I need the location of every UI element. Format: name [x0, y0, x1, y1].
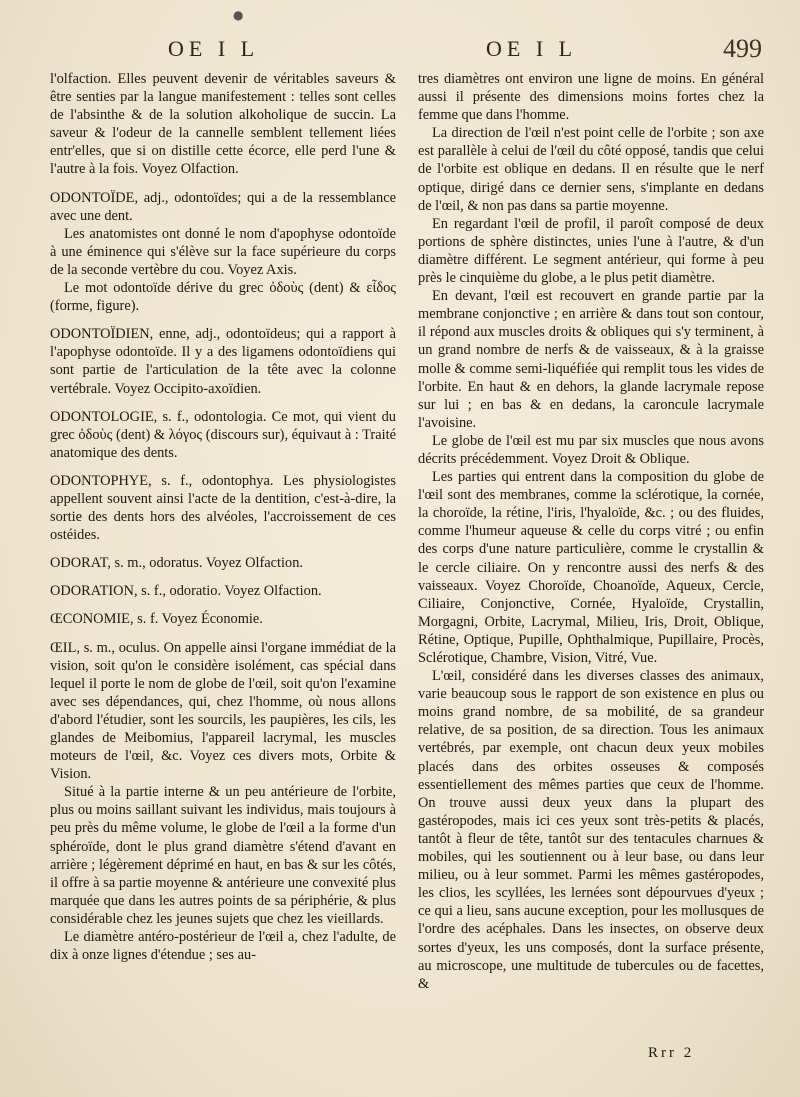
left-column: [50, 70, 396, 964]
entry-odontophye: ODONTOPHYE, s. f., odontophya. Les physiologistes appellent souvent ainsi l'acte de la dentition, c'est-à-dire, la sortie des dents hors des alvéoles, l'accroissement de ces ostéides.: [50, 472, 396, 544]
entry-oeconomie: ŒCONOMIE, s. f. Voyez Économie.: [50, 611, 263, 628]
paragraph: En devant, l'œil est recouvert en grande partie par la membrane conjonctive ; en arrière & dans tout son contour, il répond aux muscles droits & obliques qui s'y terminent, à un grand nombre de nerfs & de vaisseaux, & à la graisse molle & comme semi-liquéfiée qui remplit tous les vides de l'orbite. En haut & en dehors, la glande lacrymale repose sur lui ; en bas & en dedans, la caroncule lacrymale l'avoisine.: [418, 288, 764, 431]
entry-odontologie: ODONTOLOGIE, s. f., odontologia. Ce mot, qui vient du grec ὀδοὺς (dent) & λόγος (discours sur), équivaut à : Traité anatomique des dents.: [50, 408, 396, 461]
paragraph: l'olfaction. Elles peuvent devenir de véritables saveurs & être senties par la langue manifestement : telles sont celles de l'absinthe & de la solution alkoholique de succin. La saveur & l'odeur de la cannelle semblent tellement liées entr'elles, que si on distille cette écorce, elle perd l'une & l'autre à la fois. Voyez Olfaction.: [50, 71, 396, 178]
paragraph: En regardant l'œil de profil, il paroît composé de deux portions de sphère distinctes, unies l'une à l'autre, & d'un diamètre différent. Le segment antérieur, qui forme à peu près le cinquième du globe, a le plus petit diamètre.: [418, 215, 764, 287]
paragraph: La direction de l'œil n'est point celle de l'orbite ; son axe est parallèle à celui de l'œil du côté opposé, tandis que celui de l'orbite est oblique en dedans. Il en résulte que le nerf optique, dirigé dans ce dernier sens, s'implante en dedans de l'œil, & non pas dans sa partie moyenne.: [418, 125, 764, 214]
ink-mark: ●: [233, 8, 244, 22]
paragraph: Situé à la partie interne & un peu antérieure de l'orbite, plus ou moins saillant suivant les individus, mais toujours à peu près du même volume, le globe de l'œil a la forme d'un sphéroïde, dont le plus grand diamètre s'étend d'avant en arrière ; légèrement déprimé en haut, en bas & sur les côtés, il offre à sa partie moyenne & antérieure une convexité plus marquée que dans les autres points de sa périphérie, & plus considérable chez les jeunes sujets que chez les vieillards.: [50, 784, 396, 927]
paragraph: Les parties qui entrent dans la composition du globe de l'œil sont des membranes, comme la sclérotique, la cornée, la choroïde, la rétine, l'iris, l'hyaloïde, &c. ; ou des fluides, comme l'humeur aqueuse & celle du corps vitré ; ou enfin des corps d'une nature particulière, comme le crystallin & le cercle ciliaire. On y rencontre aussi des nerfs & des vaisseaux. Voyez Choroïde, Choanoïde, Aqueux, Cercle, Ciliaire, Conjonctive, Cornée, Hyaloïde, Crystallin, Morgagni, Orbite, Lacrymal, Milieu, Iris, Droit, Oblique, Rétine, Optique, Pupille, Ophthalmique, Pupillaire, Procès, Sclérotique, Chambre, Vision, Vitré, Vue.: [418, 469, 764, 666]
paragraph: Le diamètre antéro-postérieur de l'œil a, chez l'adulte, de dix à onze lignes d'étendue ; ses au-: [50, 929, 396, 964]
printer-signature: Rrr 2: [648, 1045, 695, 1061]
paragraph: Les anatomistes ont donné le nom d'apophyse odontoïde à une éminence qui s'élève sur la face supérieure du corps de la seconde vertèbre du cou. Voyez Axis.: [50, 225, 396, 278]
entry-odontoidien: ODONTOÏDIEN, enne, adj., odontoïdeus; qui a rapport à l'apophyse odontoïde. Il y a des ligamens odontoïdiens qui sont partie de l'articulation de la tête avec la colonne vertébrale. Voyez Occipito-axoïdien.: [50, 326, 396, 397]
entry-odontoide: ODONTOÏDE, adj., odontoïdes; qui a de la ressemblance avec une dent.: [50, 189, 396, 224]
paragraph: Le globe de l'œil est mu par six muscles que nous avons décrits précédemment. Voyez Droit & Oblique.: [418, 432, 764, 467]
page-number: 499: [723, 34, 762, 63]
entry-oeil: ŒIL, s. m., oculus. On appelle ainsi l'organe immédiat de la vision, soit qu'on le considère isolément, cas spécial dans lequel il porte le nom de globe de l'œil, soit qu'on l'examine avec ses dépendances, qui, chez l'homme, où nous allons d'abord l'étudier, sont les sourcils, les paupières, les cils, les glandes de Meibomius, l'appareil lacrymal, les muscles moteurs de l'œil, &c. Voyez ces divers mots, Orbite & Vision.: [50, 639, 396, 783]
paragraph: L'œil, considéré dans les diverses classes des animaux, varie beaucoup sous le rapport de son existence en plus ou moins grand nombre, de sa mobilité, de sa grandeur relative, de sa position, de sa direction. Tous les animaux vertébrés, par exemple, ont chacun deux yeux mobiles placés dans des orbites osseuses & composés essentiellement des mêmes parties que ceux de l'homme. On trouve aussi deux yeux dans la plupart des gastéropodes, mais ici ces yeux sont très-petits & placés, tantôt à fleur de tête, tantôt sur des tentacules charnues & mobiles, qui les soutiennent ou à leur base, ou dans leur milieu, ou à leur sommet. Parmi les mêmes gastéropodes, les clios, les scyllées, les lernées sont dépourvues d'yeux ; ce qui a lieu, sans aucune exception, pour les mollusques de l'ordre des acéphales. Dans les insectes, on observe deux sortes d'yeux, les uns composés, dont la surface présente, au microscope, une multitude de tubercules ou de facettes, &: [418, 668, 764, 992]
entry-odorat: ODORAT, s. m., odoratus. Voyez Olfaction.: [50, 555, 304, 572]
paragraph: Le mot odontoïde dérive du grec ὀδοὺς (dent) & εἶδος (forme, figure).: [50, 280, 396, 315]
running-head-right: OE I L: [486, 36, 578, 61]
running-head-left: OE I L: [168, 36, 260, 61]
paragraph: tres diamètres ont environ une ligne de moins. En général aussi il présente des dimensions moins fortes chez la femme que dans l'homme.: [418, 71, 764, 124]
right-column: [418, 70, 764, 993]
entry-odoration: ODORATION, s. f., odoratio. Voyez Olfaction.: [50, 583, 322, 600]
